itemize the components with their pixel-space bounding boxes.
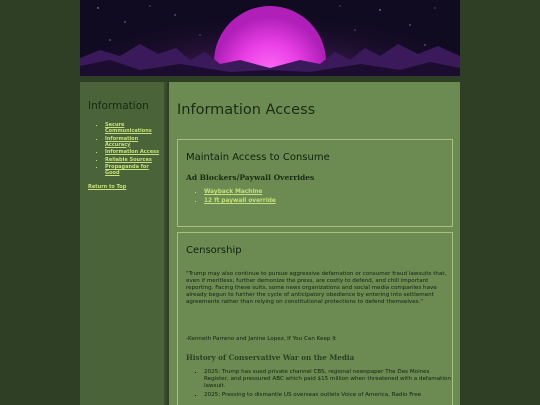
sidebar-item-information-access[interactable]: ▪ Information Access [105,149,164,155]
page-title: Information Access [177,102,316,118]
history-subtitle: History of Conservative War on the Media [186,353,355,362]
sidebar-item-reliable-sources[interactable]: ▪ Reliable Sources [105,157,164,163]
paywall-override-link[interactable]: 12 ft paywall override [204,198,276,204]
history-list [178,369,452,401]
sidebar-title: Information [88,100,149,112]
sidebar [80,82,167,405]
censorship-section-title: Censorship [186,245,242,256]
main-content [169,82,460,405]
wayback-machine-link[interactable]: Wayback Machine [204,189,263,195]
access-section-card [177,139,453,227]
list-item [204,197,276,206]
censorship-section-card [177,232,453,405]
ad-blockers-subtitle: Ad Blockers/Paywall Overrides [186,173,315,182]
sidebar-item-information-accuracy[interactable]: ▪ Information Accuracy [105,136,164,148]
quote-attribution: -Kenneth Parreno and Janine Lopez, If You Can Keep It [186,336,337,342]
paywall-links-list [178,188,276,206]
sidebar-item-secure-communications[interactable]: ▪ Secure Communications [105,122,164,134]
list-item: ▪ 2025: Pressing to dismantle US overseas outlets Voice of America, Radio Free [204,392,452,399]
return-to-top-link[interactable]: Return to Top [88,184,127,190]
list-item [204,188,276,197]
censorship-quote: "Trump may also continue to pursue aggressive defamation or consumer fraud lawsuits that, even if meritless, further demonize the press, are costly to defend, and chill important reporting. Facing these suits, some news organizations and social media companies have already begun to further the cycle of anticipatory obedience by entering into settlement agreements rather than relying on constitutional protections to defend themselves." [186,271,447,306]
list-item: ▪ 2025: Trump has sued private channel CBS, regional newspaper The Des Moines Register, and pressured ABC which paid $15 million when threatened with a defamation lawsuit. [204,369,452,390]
header-banner [80,0,460,76]
synthwave-sunset-image [80,0,460,76]
sidebar-item-propaganda-for-good[interactable]: ▪ Propaganda for Good [105,164,164,176]
sidebar-nav [80,122,164,176]
access-section-title: Maintain Access to Consume [186,152,330,163]
